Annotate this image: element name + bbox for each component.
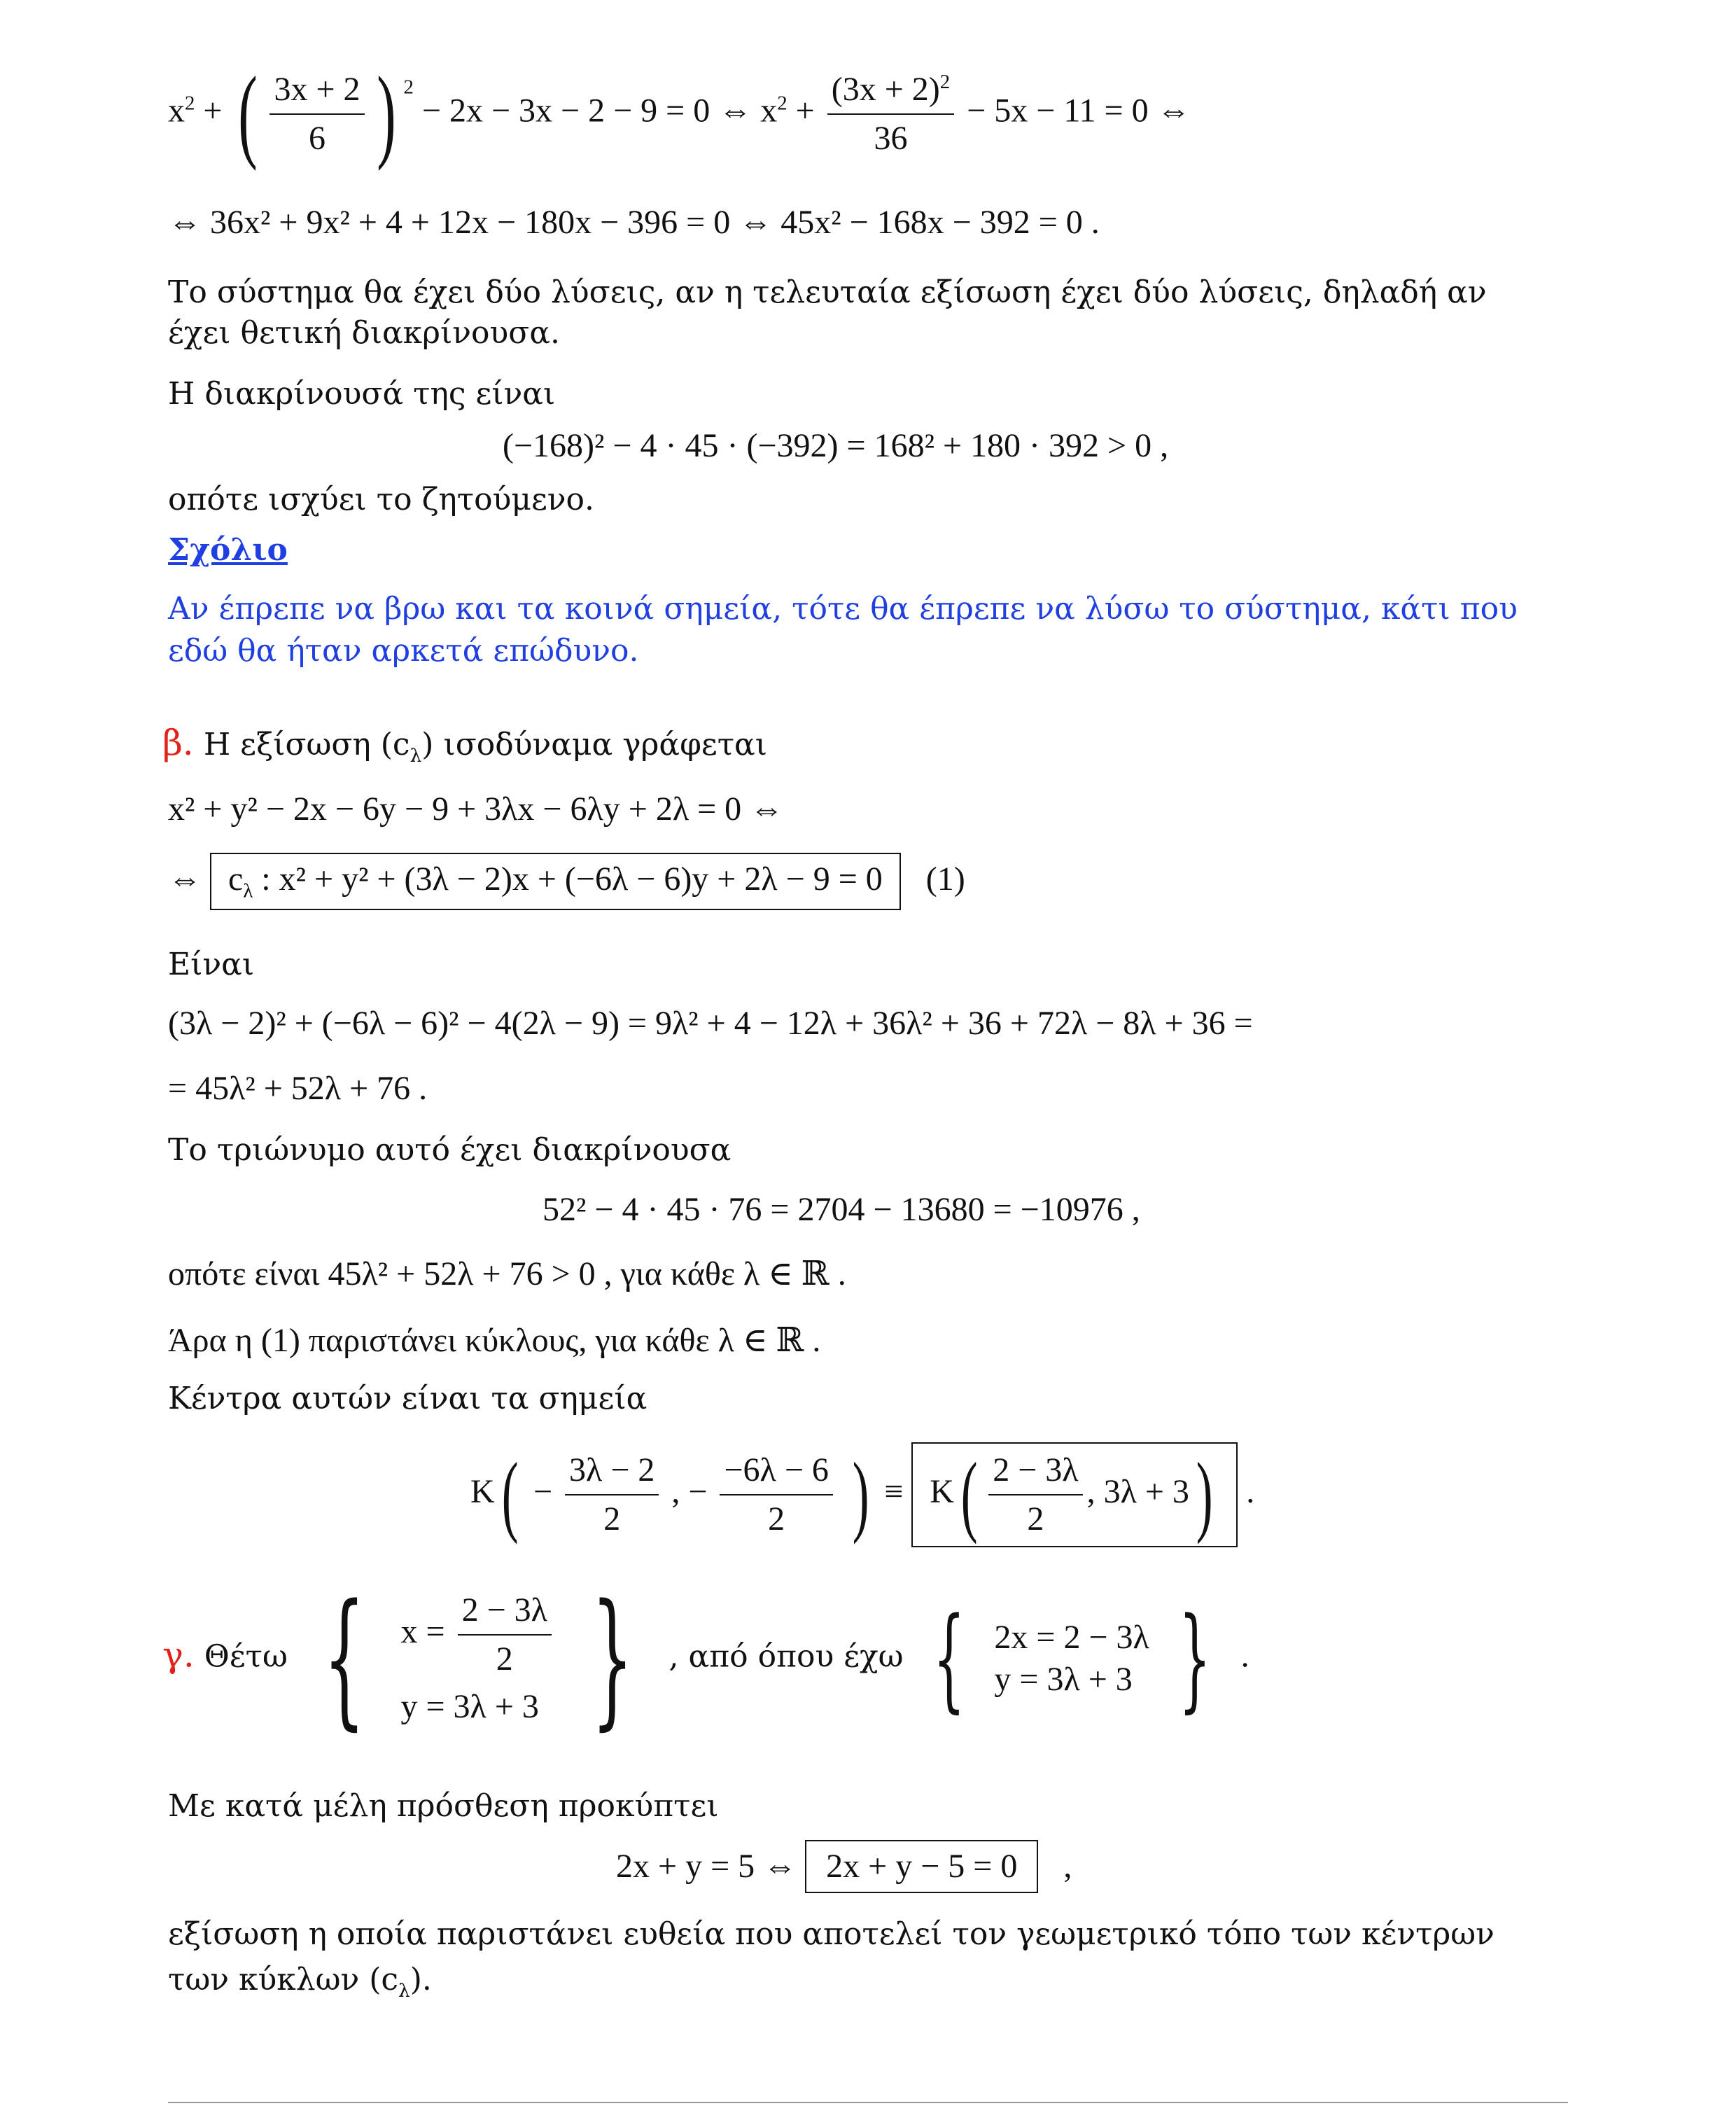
- fraction-3x2-over-6: [270, 69, 364, 160]
- equation-beta-7: Άρα η (1) παριστάνει κύκλους, για κάθε λ ∈ ℝ .: [168, 1322, 821, 1359]
- fraction-denominator: 2: [1027, 1500, 1044, 1537]
- fraction-numerator: 3λ − 2: [565, 1449, 659, 1495]
- equation-beta-1: x² + y² − 2x − 6y − 9 + 3λx − 6λy + 2λ = 0 ⇔: [168, 790, 784, 828]
- right-brace: }: [591, 1572, 634, 1744]
- fraction-numerator: 3x + 2: [270, 69, 364, 115]
- comment-line: εδώ θα ήταν αρκετά επώδυνο.: [168, 633, 639, 669]
- boxed-center-x-fraction: [988, 1449, 1082, 1540]
- system-substitution: [400, 1589, 555, 1728]
- comment-title: Σχόλιο: [168, 532, 288, 568]
- exponent: 2: [403, 76, 414, 99]
- numerator-text: (3x + 2): [831, 70, 940, 108]
- equation-discriminant: (−168)² − 4 · 45 · (−392) = 168² + 180 · 392 > 0 ,: [503, 427, 1169, 464]
- gamma-system: [162, 1572, 1250, 1744]
- equiv-symbol: ≡: [884, 1473, 904, 1511]
- right-paren: ): [1196, 1444, 1213, 1545]
- paragraph-line: εξίσωση η οποία παριστάνει ευθεία που αποτελεί τον γεωμετρικό τόπο των κέντρων: [168, 1916, 1494, 1952]
- gamma-text: Θέτω: [204, 1638, 288, 1675]
- period: .: [1246, 1473, 1255, 1511]
- right-brace: }: [1178, 1593, 1211, 1724]
- equation-beta-6: οπότε είναι 45λ² + 52λ + 76 > 0 , για κάθε λ ∈ ℝ .: [168, 1255, 846, 1292]
- left-paren: (: [501, 1444, 519, 1545]
- point-k: K: [470, 1473, 495, 1511]
- equation-part: 2x + y = 5 ⇔: [616, 1848, 797, 1885]
- boxed-text: : x² + y² + (3λ − 2)x + (−6λ − 6)y + 2λ − 9 = 0: [253, 860, 883, 898]
- left-paren: (: [960, 1444, 978, 1545]
- paragraph-line: [168, 1960, 432, 2002]
- exponent: 2: [939, 70, 951, 93]
- paragraph-line: οπότε ισχύει το ζητούμενο.: [168, 482, 594, 517]
- fraction-denominator: 36: [874, 119, 908, 157]
- equation-line-1: [168, 55, 1191, 172]
- left-brace: {: [323, 1572, 365, 1744]
- comma: ,: [1063, 1848, 1072, 1885]
- exponent: 2: [777, 92, 788, 115]
- point-k: K: [930, 1473, 954, 1511]
- system-result: [994, 1617, 1149, 1701]
- paragraph-line: Το τριώνυμο αυτό έχει διακρίνουσα: [168, 1132, 732, 1168]
- gamma-text: , από όπου έχω: [668, 1638, 904, 1675]
- center-x-fraction: [565, 1449, 659, 1540]
- fraction-denominator: 2: [496, 1640, 513, 1678]
- fraction-denominator: 2: [768, 1500, 785, 1537]
- center-y-fraction: [720, 1449, 832, 1540]
- equation-tag: (1): [925, 860, 965, 898]
- equation-beta-5: 52² − 4 · 45 · 76 = 2704 − 13680 = −10976 ,: [542, 1191, 1140, 1228]
- boxed-circle-equation: [210, 853, 901, 910]
- paragraph-line: Κέντρα αυτών είναι τα σημεία: [168, 1381, 648, 1416]
- left-paren: (: [238, 55, 258, 172]
- right-paren: ): [376, 55, 396, 172]
- final-text: ).: [410, 1962, 432, 1997]
- equation-locus: [616, 1840, 1072, 1893]
- fraction-over-36: [827, 69, 954, 160]
- circle-name: c: [228, 860, 244, 898]
- subscript: λ: [243, 879, 253, 902]
- comment-line: Αν έπρεπε να βρω και τα κοινά σημεία, τότε θα έπρεπε να λύσω το σύστημα, κάτι που: [168, 591, 1518, 627]
- beta-label: β.: [162, 723, 194, 763]
- center-y-value: , 3λ + 3: [1086, 1473, 1189, 1511]
- math-plus: +: [795, 92, 815, 130]
- paragraph-line: Με κατά μέλη πρόσθεση προκύπτει: [168, 1788, 719, 1824]
- beta-intro-text: ) ισοδύναμα γράφεται: [421, 727, 768, 762]
- fraction-denominator: 6: [308, 119, 326, 157]
- system-line: 2x = 2 − 3λ: [994, 1619, 1149, 1656]
- system-line: y = 3λ + 3: [994, 1661, 1133, 1698]
- paragraph-line: Το σύστημα θα έχει δύο λύσεις, αν η τελευταία εξίσωση έχει δύο λύσεις, δηλαδή αν: [168, 274, 1487, 310]
- left-brace: {: [932, 1593, 965, 1724]
- y-equation: y = 3λ + 3: [400, 1688, 539, 1725]
- paragraph-line: Είναι: [168, 947, 255, 982]
- right-paren: ): [852, 1444, 869, 1545]
- boxed-center: [911, 1442, 1238, 1547]
- paragraph-line: έχει θετική διακρίνουσα.: [168, 315, 561, 351]
- x-fraction: [458, 1589, 552, 1680]
- math-plus: +: [203, 92, 223, 130]
- exponent: 2: [185, 92, 195, 115]
- fraction-numerator: −6λ − 6: [720, 1449, 832, 1495]
- beta-intro: [162, 721, 767, 767]
- equation-part: − 2x − 3x − 2 − 9 = 0 ⇔ x: [421, 92, 778, 130]
- equation-beta-4: = 45λ² + 52λ + 76 .: [168, 1070, 428, 1107]
- equation-beta-2: [168, 853, 965, 910]
- equation-part: − 5x − 11 = 0 ⇔: [967, 92, 1191, 130]
- x-equation: [400, 1589, 555, 1680]
- minus-sign: −: [533, 1473, 553, 1511]
- equation-line-2: ⇔ 36x² + 9x² + 4 + 12x − 180x − 396 = 0 ⇔ 45x² − 168x − 392 = 0 .: [168, 204, 1100, 241]
- equiv-symbol: ⇔: [168, 860, 202, 898]
- paragraph-line: Η διακρίνουσά της είναι: [168, 376, 556, 412]
- equation-centers: [470, 1442, 1254, 1547]
- fraction-numerator: 2 − 3λ: [458, 1589, 552, 1636]
- boxed-line-equation: 2x + y − 5 = 0: [805, 1840, 1038, 1893]
- math-x: x: [168, 92, 185, 130]
- fraction-numerator: 2 − 3λ: [988, 1449, 1082, 1495]
- x-equals: x =: [400, 1613, 445, 1651]
- subscript: λ: [398, 1979, 410, 2002]
- comma-separator: , −: [671, 1473, 708, 1511]
- footer-divider: [168, 2102, 1568, 2103]
- beta-intro-text: Η εξίσωση (c: [203, 727, 410, 762]
- final-text: των κύκλων (c: [168, 1962, 399, 1997]
- gamma-label: γ.: [162, 1634, 195, 1675]
- subscript: λ: [410, 744, 422, 767]
- fraction-numerator: [827, 69, 954, 115]
- equation-beta-3: (3λ − 2)² + (−6λ − 6)² − 4(2λ − 9) = 9λ² + 4 − 12λ + 36λ² + 36 + 72λ − 8λ + 36 =: [168, 1005, 1253, 1042]
- period: .: [1240, 1638, 1250, 1675]
- fraction-denominator: 2: [603, 1500, 621, 1537]
